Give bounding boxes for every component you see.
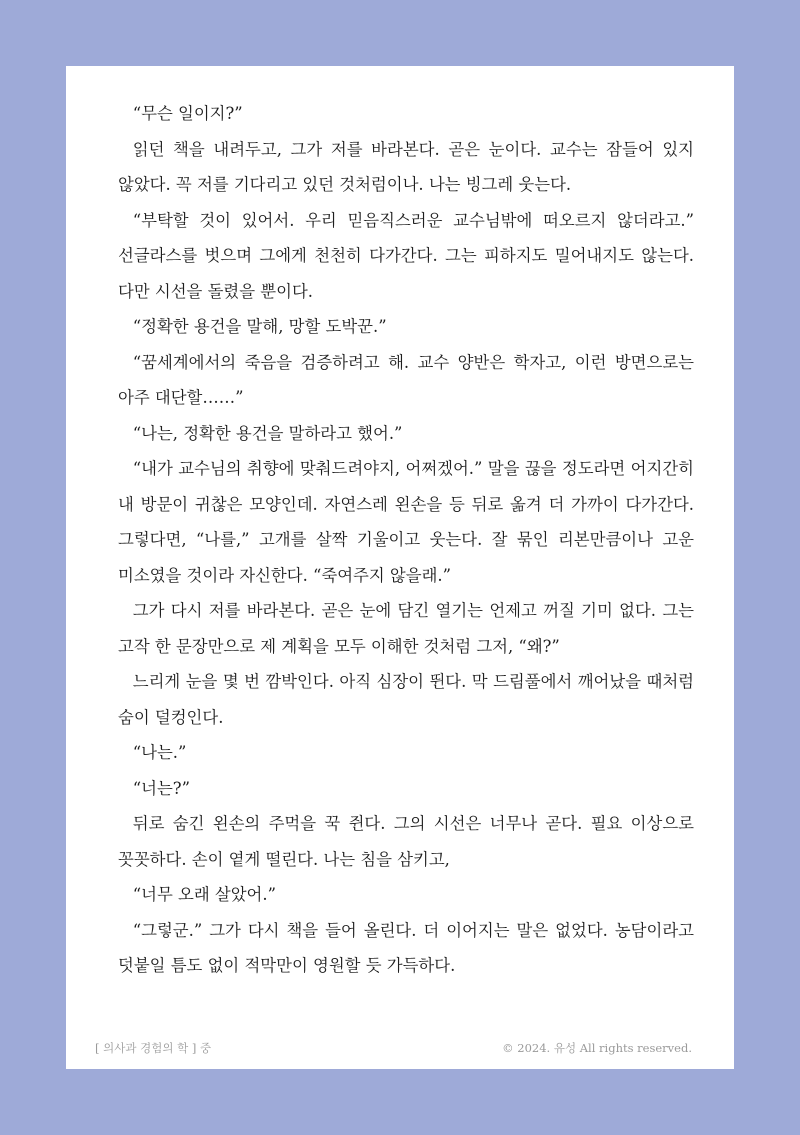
paragraph: “부탁할 것이 있어서. 우리 믿음직스러운 교수님밖에 떠오르지 않더라고.” 선글라스를 벗으며 그에게 천천히 다가간다. 그는 피하지도 밀어내지도 않는다. 다만 시선을 돌렸을 뿐이다.: [118, 210, 694, 301]
paragraph: 읽던 책을 내려두고, 그가 저를 바라본다. 곧은 눈이다. 교수는 잠들어 있지 않았다. 꼭 저를 기다리고 있던 것처럼이나. 나는 빙그레 웃는다.: [118, 139, 694, 194]
paragraph: 뒤로 숨긴 왼손의 주먹을 꾹 쥔다. 그의 시선은 너무나 곧다. 필요 이상으로 꼿꼿하다. 손이 옅게 떨린다. 나는 침을 삼키고,: [118, 814, 694, 869]
footer-source: [ 의사과 경험의 학 ] 중: [95, 1041, 212, 1055]
paragraph: “꿈세계에서의 죽음을 검증하려고 해. 교수 양반은 학자고, 이런 방면으로는 아주 대단할……”: [118, 352, 694, 407]
paragraph: “그렇군.” 그가 다시 책을 들어 올린다. 더 이어지는 말은 없었다. 농담이라고 덧붙일 틈도 없이 적막만이 영원할 듯 가득하다.: [118, 920, 694, 975]
paragraph: “너는?”: [132, 778, 190, 798]
paragraph: 느리게 눈을 몇 번 깜박인다. 아직 심장이 뛴다. 막 드림풀에서 깨어났을 때처럼 숨이 덜컹인다.: [118, 672, 694, 727]
footer-copyright: © 2024. 유성 All rights reserved.: [502, 1041, 692, 1055]
paragraph: “무슨 일이지?”: [132, 104, 243, 123]
page-footer: [95, 1040, 692, 1056]
paragraph: “너무 오래 살았어.”: [132, 885, 276, 904]
paragraph: “정확한 용건을 말해, 망할 도박꾼.”: [132, 317, 387, 336]
paragraph: “나는, 정확한 용건을 말하라고 했어.”: [132, 423, 403, 443]
paragraph: “내가 교수님의 취향에 맞춰드려야지, 어쩌겠어.” 말을 끊을 정도라면 어지간히 내 방문이 귀찮은 모양인데. 자연스레 왼손을 등 뒤로 옮겨 더 가까이 다가간다. 그렇다면, “나를,” 고개를 살짝 기울이고 웃는다. 잘 묶인 리본만큼이나 고운 미소였을 것이라 자신한다. “죽여주지 않을래.”: [118, 459, 694, 585]
document-page: [66, 66, 734, 1069]
paragraph: 그가 다시 저를 바라본다. 곧은 눈에 담긴 열기는 언제고 꺼질 기미 없다. 그는 고작 한 문장만으로 제 계획을 모두 이해한 것처럼 그저, “왜?”: [118, 601, 694, 656]
story-body: [118, 96, 694, 984]
paragraph: “나는.”: [132, 743, 187, 762]
